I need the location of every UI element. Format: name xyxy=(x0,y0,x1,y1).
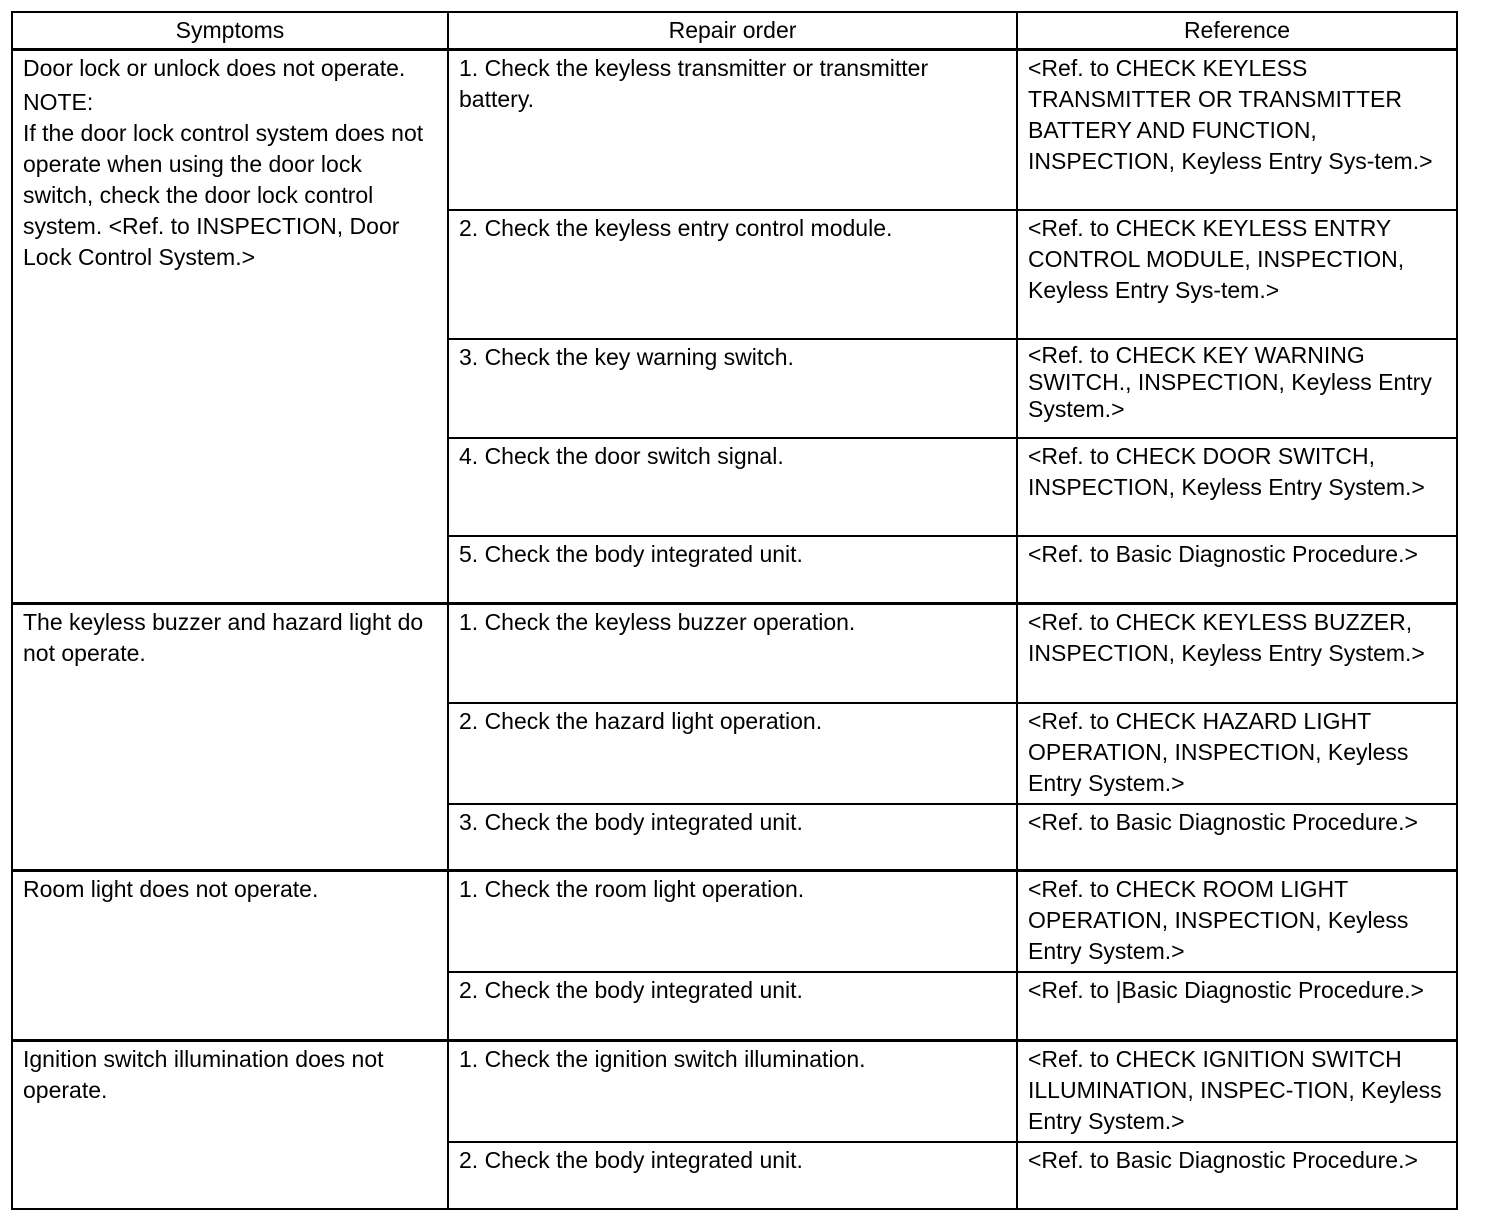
table-row xyxy=(12,604,1457,703)
symptom-text: Ignition switch illumination does not operate. xyxy=(23,1045,384,1103)
repair-step: 2. Check the body integrated unit. xyxy=(448,1142,1017,1209)
reference-link: <Ref. to Basic Diagnostic Procedure.> xyxy=(1017,536,1457,604)
table-row xyxy=(12,1040,1457,1142)
reference-link: <Ref. to CHECK KEYLESS TRANSMITTER OR TRANSMITTER BATTERY AND FUNCTION, INSPECTION, Keyless Entry Sys-tem.> xyxy=(1017,50,1457,210)
symptom-cell xyxy=(12,50,448,604)
reference-link: <Ref. to CHECK DOOR SWITCH, INSPECTION, Keyless Entry System.> xyxy=(1017,438,1457,536)
reference-link: <Ref. to CHECK KEYLESS BUZZER, INSPECTION, Keyless Entry System.> xyxy=(1017,604,1457,703)
repair-step: 2. Check the hazard light operation. xyxy=(448,703,1017,804)
reference-link: <Ref. to CHECK ROOM LIGHT OPERATION, INSPECTION, Keyless Entry System.> xyxy=(1017,871,1457,973)
symptom-cell xyxy=(12,871,448,1041)
repair-step: 4. Check the door switch signal. xyxy=(448,438,1017,536)
header-symptoms: Symptoms xyxy=(12,12,448,50)
reference-link: <Ref. to CHECK IGNITION SWITCH ILLUMINATION, INSPEC-TION, Keyless Entry System.> xyxy=(1017,1040,1457,1142)
reference-link: <Ref. to CHECK KEY WARNING SWITCH., INSPECTION, Keyless Entry System.> xyxy=(1017,339,1457,438)
repair-step: 1. Check the room light operation. xyxy=(448,871,1017,973)
symptom-cell xyxy=(12,604,448,871)
symptom-text: Room light does not operate. xyxy=(23,876,319,902)
reference-link: <Ref. to Basic Diagnostic Procedure.> xyxy=(1017,1142,1457,1209)
header-row xyxy=(12,12,1457,50)
header-reference: Reference xyxy=(1017,12,1457,50)
note-label: NOTE: xyxy=(23,89,94,115)
reference-link: <Ref. to Basic Diagnostic Procedure.> xyxy=(1017,804,1457,871)
symptom-cell xyxy=(12,1040,448,1209)
reference-link: <Ref. to CHECK HAZARD LIGHT OPERATION, INSPECTION, Keyless Entry System.> xyxy=(1017,703,1457,804)
repair-step: 3. Check the body integrated unit. xyxy=(448,804,1017,871)
header-repair-order: Repair order xyxy=(448,12,1017,50)
symptom-text: Door lock or unlock does not operate. xyxy=(23,55,406,81)
note-text: If the door lock control system does not operate when using the door lock switch, check the door lock control system. <Ref. to INSPECTION, Door Lock Control System.> xyxy=(23,120,424,270)
symptom-text: The keyless buzzer and hazard light do not operate. xyxy=(23,609,424,666)
repair-order-table xyxy=(11,11,1458,1210)
repair-step: 2. Check the keyless entry control module. xyxy=(448,210,1017,339)
repair-step: 3. Check the key warning switch. xyxy=(448,339,1017,438)
repair-step: 1. Check the ignition switch illumination. xyxy=(448,1040,1017,1142)
repair-step: 1. Check the keyless transmitter or transmitter battery. xyxy=(448,50,1017,210)
repair-step: 5. Check the body integrated unit. xyxy=(448,536,1017,604)
table-row xyxy=(12,871,1457,973)
reference-link: <Ref. to |Basic Diagnostic Procedure.> xyxy=(1017,972,1457,1040)
repair-step: 2. Check the body integrated unit. xyxy=(448,972,1017,1040)
reference-link: <Ref. to CHECK KEYLESS ENTRY CONTROL MODULE, INSPECTION, Keyless Entry Sys-tem.> xyxy=(1017,210,1457,339)
table-row xyxy=(12,50,1457,210)
repair-step: 1. Check the keyless buzzer operation. xyxy=(448,604,1017,703)
